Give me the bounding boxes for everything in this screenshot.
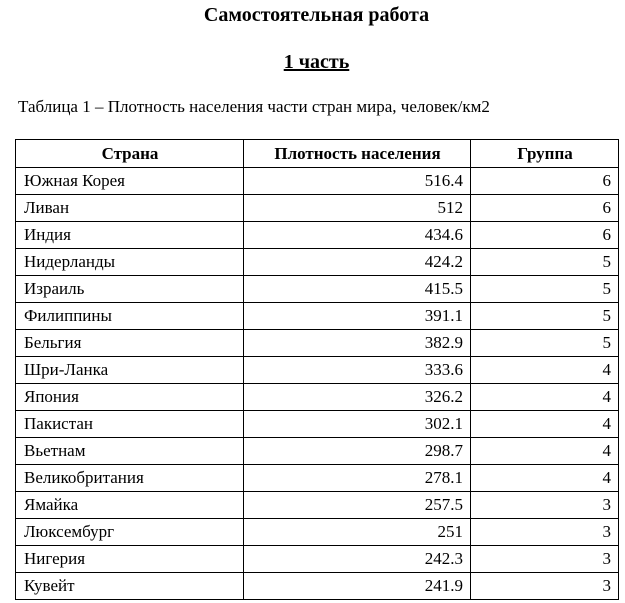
cell-country: Нидерланды <box>16 249 244 276</box>
cell-group: 3 <box>471 492 619 519</box>
table-row <box>16 546 619 573</box>
cell-country: Люксембург <box>16 519 244 546</box>
cell-group: 3 <box>471 546 619 573</box>
cell-density: 242.3 <box>244 546 471 573</box>
cell-density: 278.1 <box>244 465 471 492</box>
cell-density: 333.6 <box>244 357 471 384</box>
cell-density: 424.2 <box>244 249 471 276</box>
cell-country: Южная Корея <box>16 168 244 195</box>
table-body <box>16 168 619 600</box>
cell-country: Кувейт <box>16 573 244 600</box>
cell-group: 4 <box>471 384 619 411</box>
table-row <box>16 438 619 465</box>
table-row <box>16 492 619 519</box>
cell-density: 326.2 <box>244 384 471 411</box>
cell-group: 5 <box>471 249 619 276</box>
cell-group: 5 <box>471 330 619 357</box>
table-row <box>16 465 619 492</box>
cell-density: 257.5 <box>244 492 471 519</box>
header-density: Плотность населения <box>244 140 471 168</box>
cell-country: Япония <box>16 384 244 411</box>
table-row <box>16 384 619 411</box>
cell-country: Шри-Ланка <box>16 357 244 384</box>
table-caption: Таблица 1 – Плотность населения части стран мира, человек/км2 <box>18 97 490 116</box>
cell-country: Индия <box>16 222 244 249</box>
population-density-table <box>15 139 619 600</box>
cell-country: Ямайка <box>16 492 244 519</box>
table-row <box>16 168 619 195</box>
cell-country: Вьетнам <box>16 438 244 465</box>
cell-country: Пакистан <box>16 411 244 438</box>
header-group: Группа <box>471 140 619 168</box>
cell-group: 3 <box>471 519 619 546</box>
cell-country: Ливан <box>16 195 244 222</box>
cell-density: 512 <box>244 195 471 222</box>
table-row <box>16 519 619 546</box>
table-row <box>16 357 619 384</box>
cell-country: Израиль <box>16 276 244 303</box>
table-header-row <box>16 140 619 168</box>
cell-group: 5 <box>471 276 619 303</box>
table-row <box>16 222 619 249</box>
cell-density: 434.6 <box>244 222 471 249</box>
cell-group: 3 <box>471 573 619 600</box>
cell-density: 415.5 <box>244 276 471 303</box>
cell-group: 4 <box>471 438 619 465</box>
cell-group: 6 <box>471 222 619 249</box>
table-row <box>16 573 619 600</box>
cell-country: Бельгия <box>16 330 244 357</box>
cell-group: 4 <box>471 411 619 438</box>
cell-density: 516.4 <box>244 168 471 195</box>
cell-density: 251 <box>244 519 471 546</box>
table-row <box>16 411 619 438</box>
cell-density: 391.1 <box>244 303 471 330</box>
cell-density: 241.9 <box>244 573 471 600</box>
table-row <box>16 195 619 222</box>
table-row <box>16 330 619 357</box>
cell-group: 6 <box>471 168 619 195</box>
section-heading: 1 часть <box>283 51 350 73</box>
cell-density: 382.9 <box>244 330 471 357</box>
cell-density: 302.1 <box>244 411 471 438</box>
cell-group: 5 <box>471 303 619 330</box>
cell-country: Филиппины <box>16 303 244 330</box>
cell-country: Нигерия <box>16 546 244 573</box>
cell-country: Великобритания <box>16 465 244 492</box>
page-title: Самостоятельная работа <box>203 4 430 26</box>
cell-group: 4 <box>471 357 619 384</box>
table-row <box>16 276 619 303</box>
cell-group: 4 <box>471 465 619 492</box>
table-row <box>16 303 619 330</box>
cell-group: 6 <box>471 195 619 222</box>
cell-density: 298.7 <box>244 438 471 465</box>
header-country: Страна <box>16 140 244 168</box>
table-row <box>16 249 619 276</box>
